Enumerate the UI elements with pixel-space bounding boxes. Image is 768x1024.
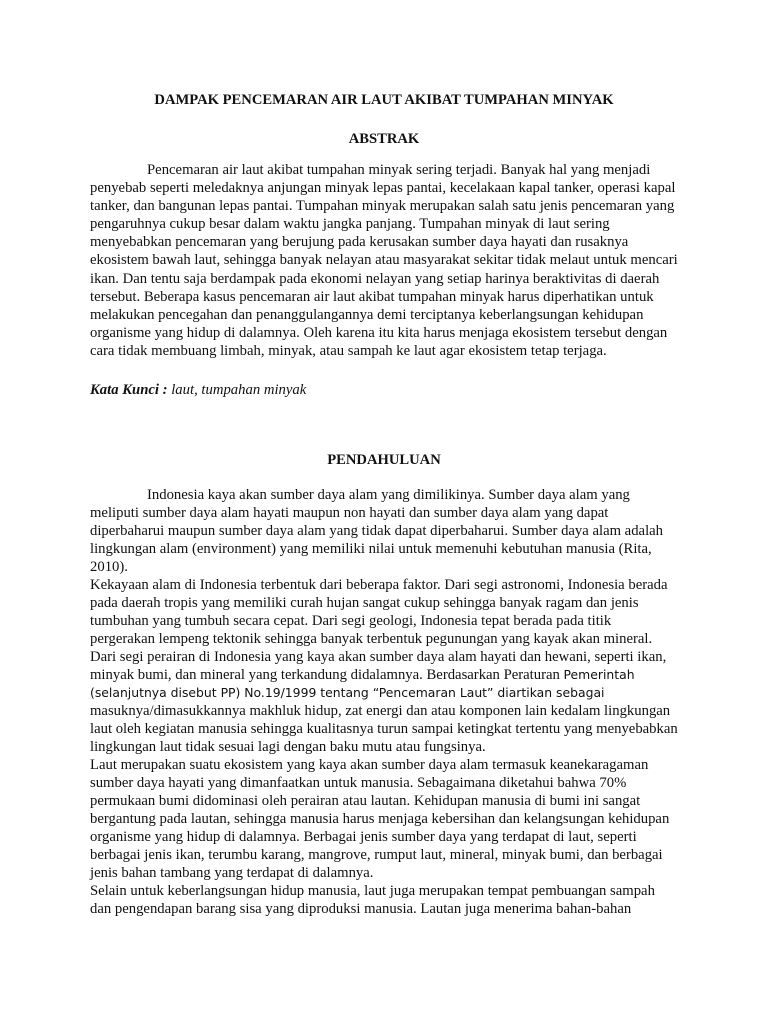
keywords-line [90, 381, 678, 399]
introduction-body [90, 486, 678, 918]
intro-paragraph-3 [90, 756, 678, 882]
intro-paragraph-4-text: Selain untuk keberlangsungan hidup manusia, laut juga merupakan tempat pembuangan sampah dan pengendapan barang sisa yang diproduksi manusia. Lautan juga menerima bahan-bahan [90, 883, 655, 917]
intro-paragraph-1 [90, 486, 678, 576]
keywords-label: Kata Kunci : [90, 382, 168, 398]
abstract-heading: ABSTRAK [348, 131, 420, 147]
intro-paragraph-4 [90, 882, 678, 918]
intro-paragraph-2-text: Kekayaan alam di Indonesia terbentuk dari beberapa faktor. Dari segi astronomi, Indonesia berada pada daerah tropis yang memiliki curah hujan sangat cukup sehingga banyak ragam dan jenis tumbuhan yang tumbuh secara cepat. Dari segi geologi, Indonesia tepat berada pada titik pergerakan lempeng tektonik sehingga banyak terbentuk pegunungan yang kayak akan mineral. Dari segi perairan di Indonesia yang kaya akan sumber daya alam hayati dan hewani, seperti ikan, minyak bumi, dan mineral yang terkandung didalamnya. Berdasarkan Peraturan [90, 577, 668, 683]
document-title: DAMPAK PENCEMARAN AIR LAUT AKIBAT TUMPAHAN MINYAK [154, 92, 614, 108]
keywords-value: laut, tumpahan minyak [167, 382, 307, 398]
intro-paragraph-2 [90, 576, 678, 756]
introduction-heading: PENDAHULUAN [327, 452, 441, 468]
intro-paragraph-3-text: Laut merupakan suatu ekosistem yang kaya akan sumber daya alam termasuk keanekaragaman sumber daya hayati yang dimanfaatkan untuk manusia. Sebagaimana diketahui bahwa 70% permukaan bumi didominasi oleh perairan atau lautan. Kehidupan manusia di bumi ini sangat bergantung pada lautan, sehingga manusia harus menjaga kebersihan dan kelangsungan kehidupan organisme yang hidup di dalamnya. Berbagai jenis sumber daya yang terdapat di laut, seperti berbagai jenis ikan, terumbu karang, mangrove, rumput laut, mineral, minyak bumi, dan berbagai jenis bahan tambang yang terdapat di dalamnya. [90, 757, 670, 881]
intro-paragraph-1-text: Indonesia kaya akan sumber daya alam yang dimilikinya. Sumber daya alam yang meliputi sumber daya alam hayati maupun non hayati dan sumber daya alam yang dapat diperbaharui maupun sumber daya alam yang tidak dapat diperbaharui. Sumber daya alam adalah lingkungan alam (environment) yang memiliki nilai untuk memenuhi kebutuhan manusia (Rita, 2010). [90, 487, 664, 575]
intro-paragraph-2-end: masuknya/dimasukkannya makhluk hidup, zat energi dan atau komponen lain kedalam lingkungan laut oleh kegiatan manusia sehingga kualitasnya turun sampai ketingkat tertentu yang menyebabkan lingkungan laut tidak sesuai lagi dengan baku mutu atau fungsinya. [90, 703, 678, 755]
abstract-paragraph [90, 161, 678, 360]
intro-paragraph-2-sans-run: Pemerintah (selanjutnya disebut PP) No.19/1999 tentang “Pencemaran Laut” diartikan sebagai [90, 667, 635, 700]
abstract-text: Pencemaran air laut akibat tumpahan minyak sering terjadi. Banyak hal yang menjadi penyebab seperti meledaknya anjungan minyak lepas pantai, kecelakaan kapal tanker, operasi kapal tanker, dan bangunan lepas pantai. Tumpahan minyak merupakan salah satu jenis pencemaran yang pengaruhnya cukup besar dalam waktu jangka panjang. Tumpahan minyak di laut sering menyebabkan pencemaran yang berujung pada kerusakan sumber daya hayati dan rusaknya ekosistem bawah laut, sehingga banyak nelayan atau masyarakat sekitar tidak melaut untuk mencari ikan. Dan tentu saja berdampak pada ekonomi nelayan yang setiap harinya beraktivitas di daerah tersebut. Beberapa kasus pencemaran air laut akibat tumpahan minyak harus diperhatikan untuk melakukan pencegahan dan penanggulangannya demi terciptanya keberlangsungan kehidupan organisme yang hidup di dalamnya. Oleh karena itu kita harus menjaga ekosistem tersebut dengan cara tidak membuang limbah, minyak, atau sampah ke laut agar ekosistem tetap terjaga. [90, 162, 678, 359]
